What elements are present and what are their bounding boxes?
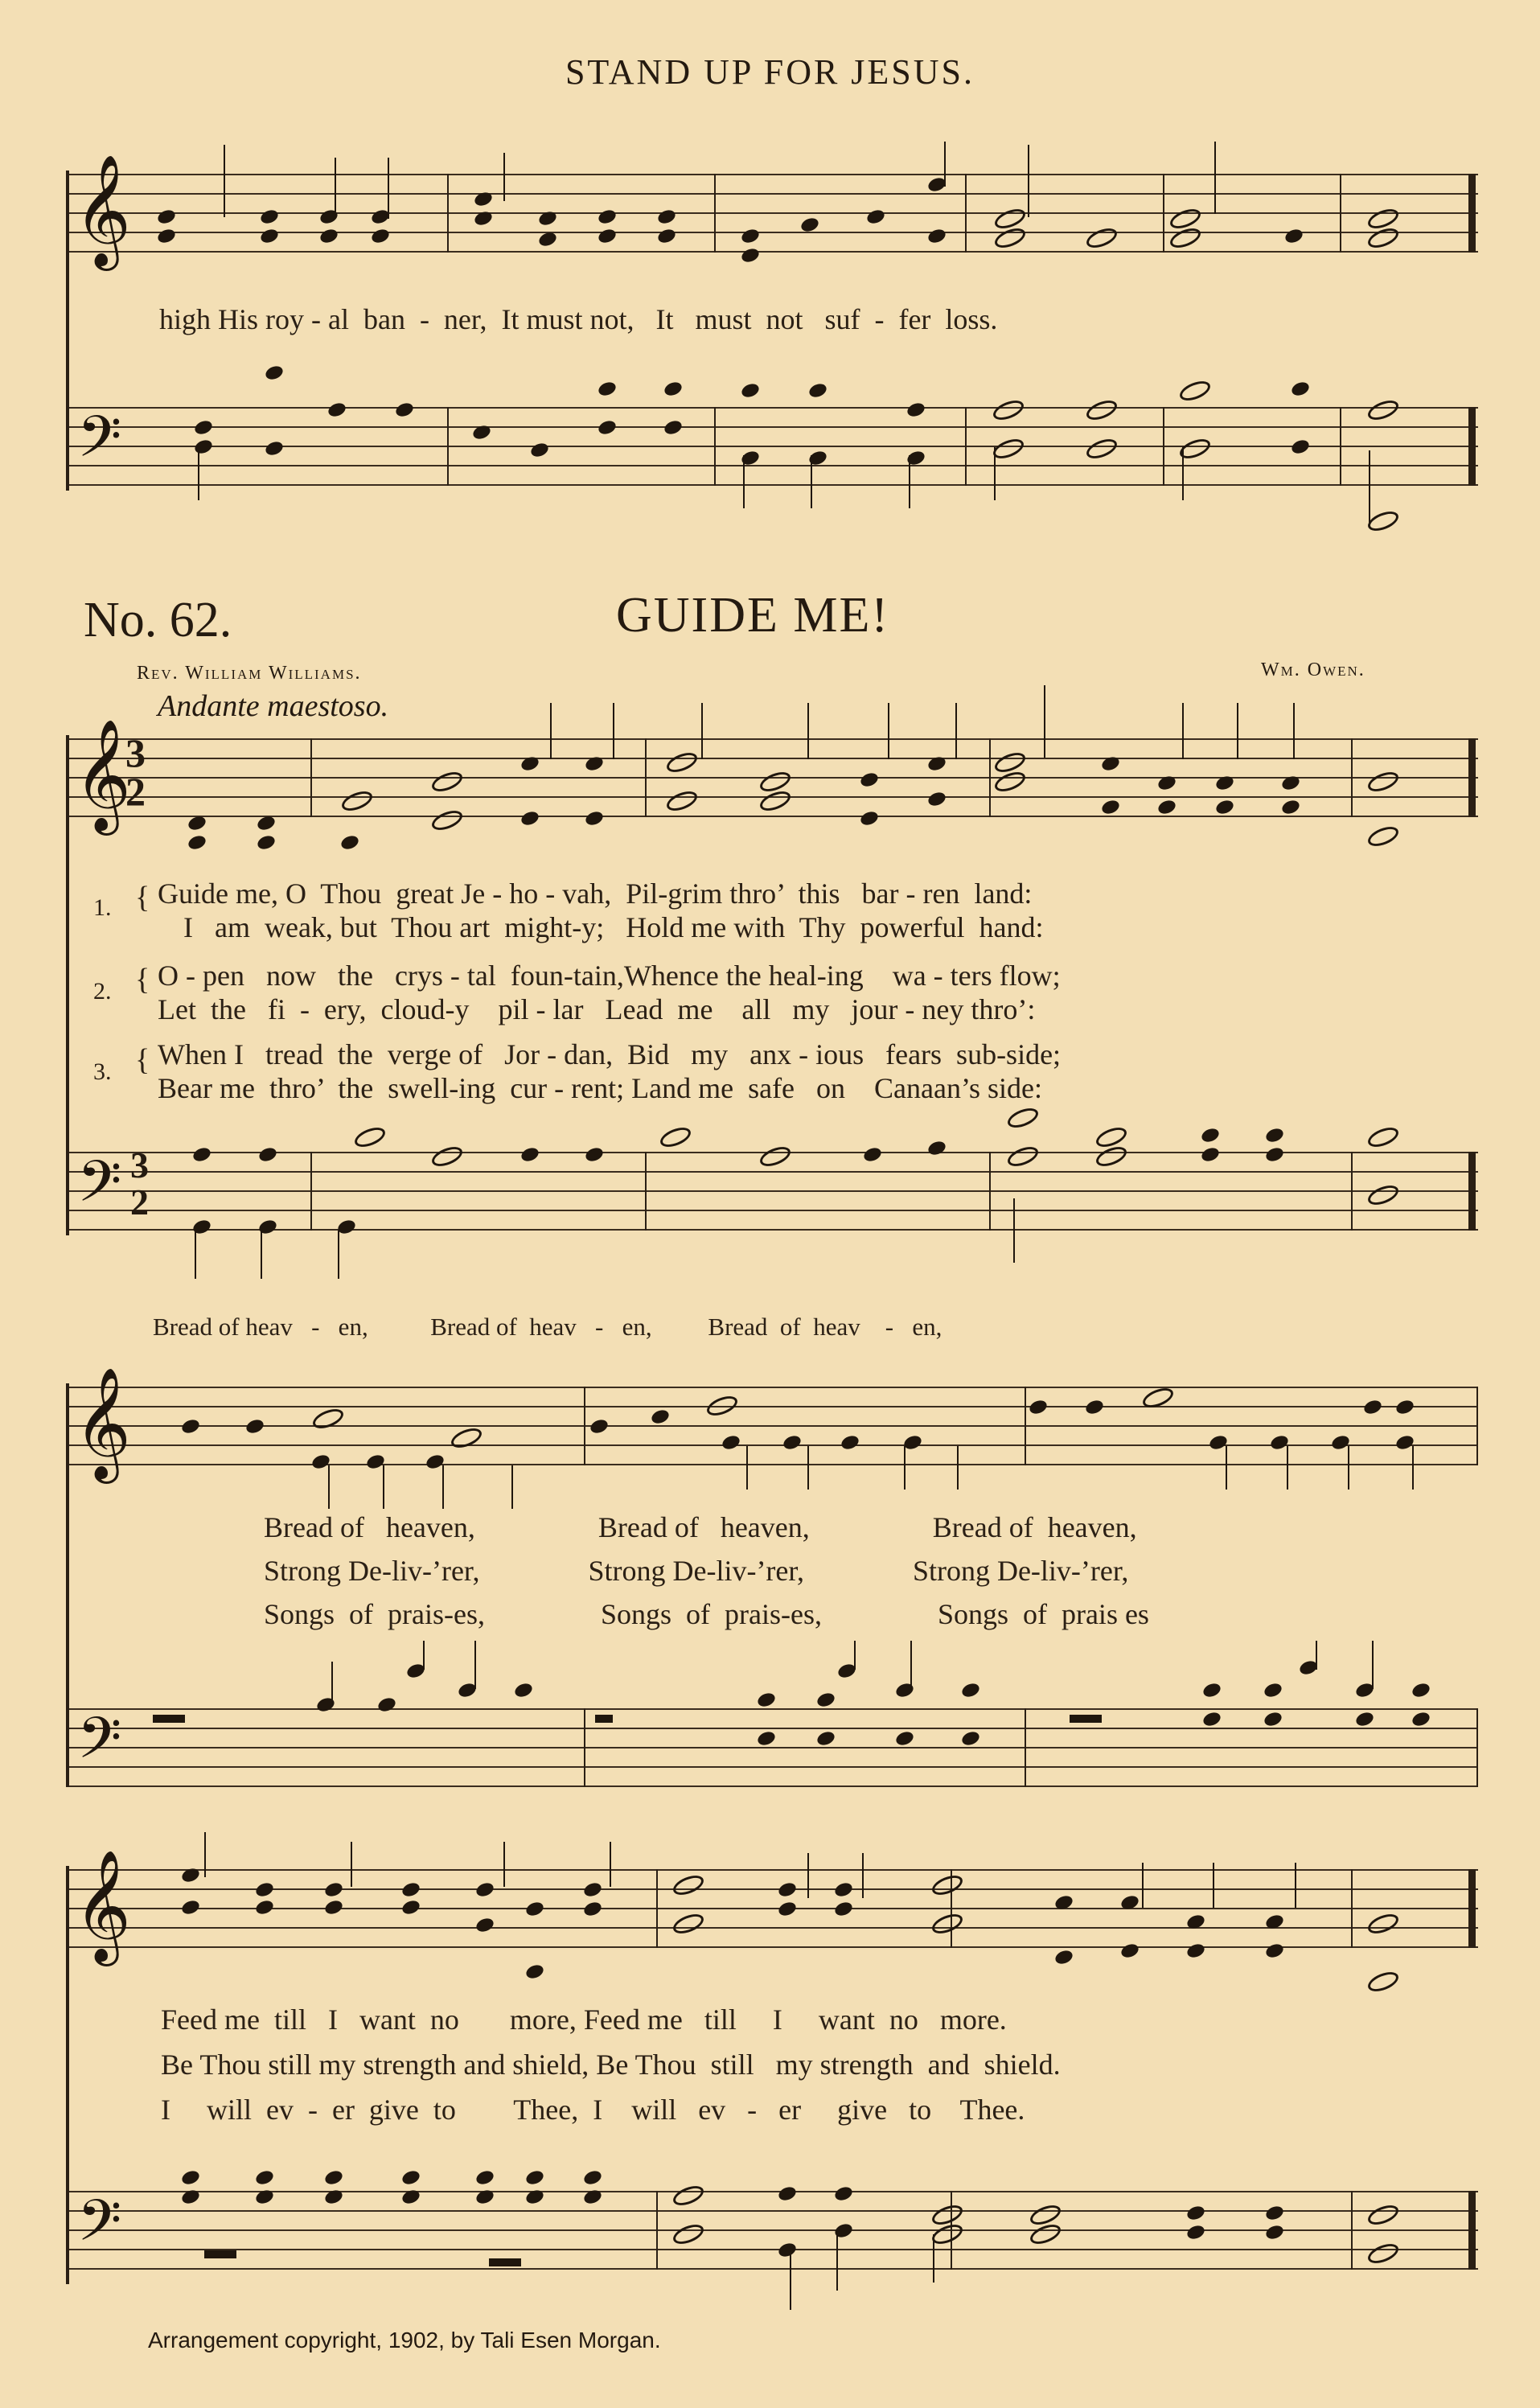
treble-clef-icon: 𝄞	[74, 1367, 131, 1479]
verse-line: Guide me, O Thou great Je - ho - vah, Pil-grim thro’ this bar - ren land:	[158, 877, 1033, 910]
hymn-title: GUIDE ME!	[616, 588, 889, 643]
treble-clef-icon: 𝄞	[74, 154, 131, 266]
verse-line: Bear me thro’ the swell-ing cur - rent; Land me safe on Canaan’s side:	[158, 1072, 1042, 1104]
bass-lyrics: Bread of heav - en, Bread of heav - en, Bread of heav - en,	[153, 1313, 942, 1341]
treble-staff-2	[69, 1367, 1478, 1479]
bass-clef-icon: 𝄢	[77, 1705, 122, 1785]
refrain-line: Songs of prais-es, Songs of prais-es, Songs of prais es	[264, 1598, 1149, 1630]
hymn-number: No. 62.	[84, 593, 232, 647]
tempo-marking: Andante maestoso.	[158, 689, 389, 723]
final-line: Feed me till I want no more, Feed me till I want no more.	[161, 2003, 1007, 2036]
composer-credit: Wm. Owen.	[1261, 660, 1365, 680]
refrain-line: Strong De-liv-’rer, Strong De-liv-’rer, Strong De-liv-’rer,	[264, 1555, 1129, 1587]
bass-clef-icon: 𝄢	[77, 1149, 122, 1229]
verse-line: When I tread the verge of Jor - dan, Bid my anx - ious fears sub-side;	[158, 1038, 1062, 1070]
treble-clef-icon: 𝄞	[74, 719, 131, 831]
copyright-notice: Arrangement copyright, 1902, by Tali Esen Morgan.	[148, 2328, 661, 2353]
prev-hymn-title: STAND UP FOR JESUS.	[565, 52, 975, 92]
bass-clef-icon: 𝄢	[77, 404, 122, 484]
treble-staff-top	[69, 154, 1478, 266]
refrain-line: Bread of heaven, Bread of heaven, Bread of heaven,	[264, 1511, 1137, 1543]
treble-clef-icon: 𝄞	[74, 1850, 131, 1962]
verse-line: Let the fi - ery, cloud-y pil - lar Lead me all my jour - ney thro’:	[158, 993, 1036, 1025]
lyricist-credit: Rev. William Williams.	[137, 663, 362, 684]
prev-hymn-lyrics: high His roy - al ban - ner, It must not, It must not suf - fer loss.	[159, 303, 998, 335]
verse-line: O - pen now the crys - tal foun-tain,Whence the heal-ing wa - ters flow;	[158, 960, 1061, 992]
verse-number: 2.	[93, 978, 112, 1005]
verse-number: 3.	[93, 1058, 112, 1085]
bass-clef-icon: 𝄢	[77, 2188, 122, 2268]
verse-line: I am weak, but Thou art might-y; Hold me with Thy powerful hand:	[183, 911, 1044, 943]
verse-number: 1.	[93, 894, 112, 921]
final-line: Be Thou still my strength and shield, Be Thou still my strength and shield.	[161, 2048, 1061, 2081]
time-signature: 3 2	[125, 730, 146, 814]
final-line: I will ev - er give to Thee, I will ev - er give to Thee.	[161, 2094, 1025, 2126]
treble-staff-3	[69, 1850, 1478, 1962]
time-signature: 3 2	[130, 1144, 149, 1222]
